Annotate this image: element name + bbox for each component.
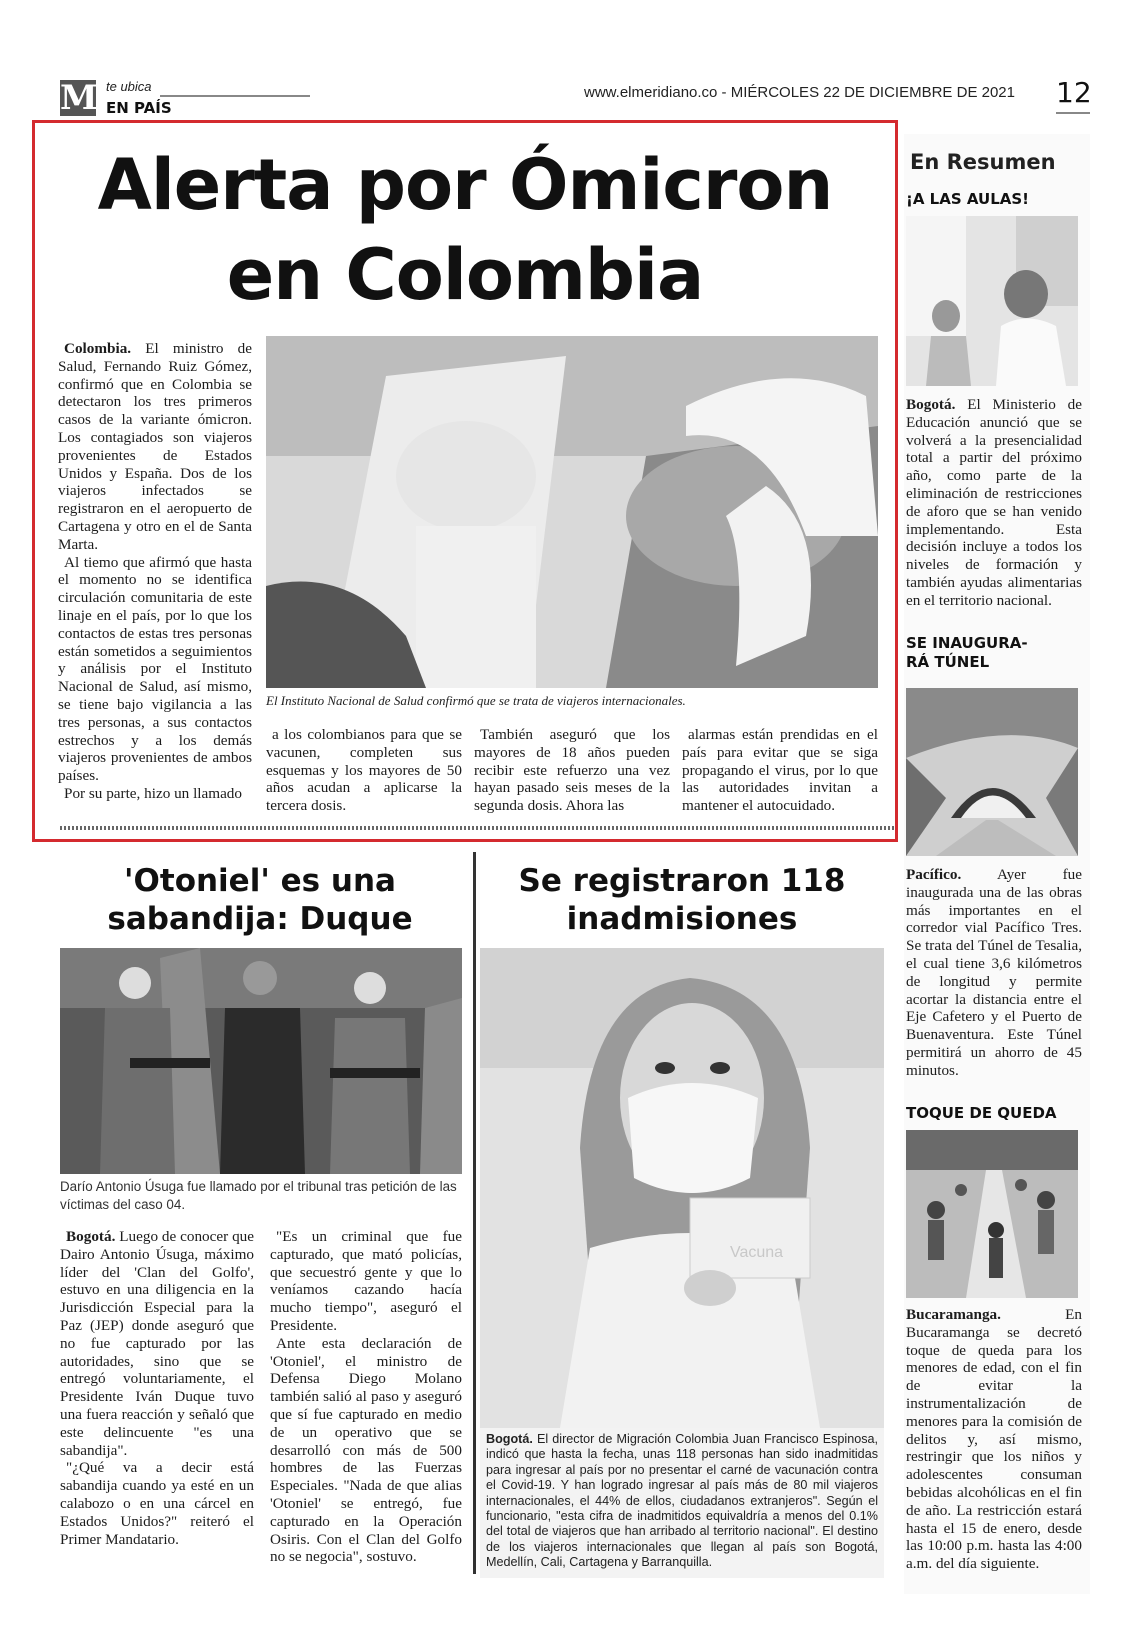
sidebar-title: En Resumen [910,150,1056,174]
main-story-column-1 [58,340,252,820]
sidebar-item1-heading: ¡A LAS AULAS! [906,190,1030,208]
vaccine-card-label: Vacuna [730,1244,784,1261]
otoniel-dateline: Bogotá. [66,1228,116,1245]
sidebar-item1-lead: Bogotá. [906,396,956,413]
sidebar-item2-heading-line2: RÁ TÚNEL [906,653,990,671]
sidebar-item2-heading [906,634,1028,672]
main-story-column-3 [474,726,670,822]
sidebar-item3-heading: TOQUE DE QUEDA [906,1104,1057,1122]
sidebar-item3-lead: Bucaramanga. [906,1306,1001,1323]
otoniel-headline [58,862,462,938]
main-story-bottom-rule [60,826,894,830]
main-headline-line2: en Colombia [226,234,704,316]
sidebar-item2-body: Ayer fue inaugurada una de las obras más importantes en el corredor vial Pacífico Tres. Se trata del Túnel de Tesalia, el cual tiene 3,6 kilómetros de longitud y permite acortar la distancia entre el Eje Cafetero y el Puerto de Buenaventura. Este Túnel permitirá un ahorro de 45 minutos. [906,866,1082,1079]
sidebar-item2-text [906,866,1082,1080]
main-story-column-4 [682,726,878,822]
otoniel-headline-line1: 'Otoniel' es una [124,863,396,899]
header-kicker: te ubica [106,79,152,94]
otoniel-paragraph-3: "Es un criminal que fue capturado, que mató policías, que secuestró gente y que lo veníamos cazando hacía mucho tiempo", aseguró el Presidente. [270,1228,462,1334]
tunnel-illustration [906,688,1078,856]
main-headline-line1: Alerta por Ómicron [97,144,833,226]
otoniel-photo [60,948,462,1174]
inadmisiones-headline [480,862,884,938]
sidebar-classroom-photo [906,216,1078,386]
otoniel-paragraph-1: Luego de conocer que Dairo Antonio Úsuga, máximo líder del 'Clan del Golfo', estuvo en una diligencia en la Jurisdicción Especial para la Paz (JEP) donde aseguró que no fue capturado por las autoridades, sino que se entregó voluntariamente, el Presidente Iván Duque tuvo una fuera reacción y señaló que este delincuente "es una sabandija". [60,1228,254,1459]
main-headline [36,140,894,320]
nasal-swab-illustration [266,336,878,688]
page-number-rule [1056,112,1090,114]
sidebar-item2-heading-line1: SE INAUGURA- [906,634,1028,652]
sidebar-tunnel-photo [906,688,1078,856]
street-crowd-illustration [906,1130,1078,1298]
sidebar-street-photo [906,1130,1078,1298]
dateline: www.elmeridiano.co - MIÉRCOLES 22 DE DICIEMBRE DE 2021 [584,84,1015,101]
main-photo-caption: El Instituto Nacional de Salud confirmó que se trata de viajeros internacionales. [266,693,686,708]
main-story-paragraph-4: a los colombianos para que se vacunen, completen sus esquemas y los mayores de 50 años acudan a aplicarse la tercera dosis. [266,726,462,815]
inadmisiones-dateline: Bogotá. [486,1432,533,1446]
section-label: EN PAÍS [106,99,172,117]
main-story-dateline: Colombia. [64,340,132,357]
main-story-paragraph-5: También aseguró que los mayores de 18 años pueden recibir este refuerzo una vez hayan pasado seis meses de la segunda dosis. Ahora las [474,726,670,815]
captured-man-with-soldiers-illustration [60,948,462,1174]
woman-with-mask-illustration [480,948,884,1428]
otoniel-headline-line2: sabandija: Duque [107,901,413,937]
main-story-paragraph-2: Al tiemo que afirmó que hasta el momento no se identifica circulación comunitaria de este linaje en el país, por lo que los contactos de estas tres personas están sometidos a seguimientos y análisis por el Instituto Nacional de Salud, así mismo, se tiene bajo vigilancia a las tres personas, a sus contactos estrechos y a los demás viajeros provenientes de ambos países. [58,553,252,785]
page-number: 12 [1056,76,1092,109]
header-rule [160,95,310,97]
otoniel-paragraph-4: Ante esta declaración de 'Otoniel', el ministro de Defensa Diego Molano también salió al paso y aseguró que sí fue capturado en medio de un operativo que se desarrolló con más de 500 hombres de las Fuerzas Especiales. "Nada de que alias 'Otoniel' se entregó, fue capturado en la Operación Osiris. Con el Clan del Golfo no se negocia", sostuvo. [270,1334,462,1566]
main-story-paragraph-6: alarmas están prendidas en el país para evitar que se siga propagando el virus, por lo que las autoridades invitan a mantener el autocuidado. [682,726,878,815]
sidebar-item3-body: En Bucaramanga se decretó toque de queda para los menores de edad, con el fin de evitar la instrumentalización de menores para la comisión de delitos y, así mismo, restringir que los niños y adolescentes consuman bebidas alcohólicas en el fin de año. La restricción estará hasta el 15 de enero, desde las 10:00 p.m. hasta las 4:00 a.m. del día siguiente. [906,1306,1082,1573]
sidebar-item3-text [906,1306,1082,1573]
inadmisiones-photo [480,948,884,1428]
inadmisiones-headline-line1: Se registraron 118 [518,863,846,899]
inadmisiones-headline-line2: inadmisiones [566,901,798,937]
sidebar-item1-body: El Ministerio de Educación anunció que se volverá a la presencialidad total a partir del próximo año, como parte de la eliminación de restricciones de aforo que se han venido implementando. Esta decisión incluye a todos los niveles de formación y también ayudas alimentarias en el territorio nacional. [906,396,1082,609]
otoniel-paragraph-2: "¿Qué va a decir está sabandija cuando ya esté en un calabozo o en una cárcel en Estados Unidos?" reiteró el Primer Mandatario. [60,1459,254,1548]
inadmisiones-caption [480,1428,884,1578]
main-story-photo [266,336,878,688]
main-story-paragraph-1: El ministro de Salud, Fernando Ruiz Gómez, confirmó que en Colombia se detectaron los tres primeros casos de la variante ómicron. Los contagiados son viajeros provenientes de Estados Unidos y España. Dos de los viajeros infectados se registraron en el aeropuerto de Cartagena y otro en el de Santa Marta. [58,340,252,553]
sidebar-item1-text [906,396,1082,610]
otoniel-column-2 [270,1228,462,1576]
otoniel-photo-caption: Darío Antonio Úsuga fue llamado por el tribunal tras petición de las víctimas del caso 04. [60,1179,457,1212]
main-story-column-2 [266,726,462,822]
sidebar-item2-lead: Pacífico. [906,866,962,883]
newspaper-logo: M [60,78,98,118]
classroom-illustration [906,216,1078,386]
inadmisiones-caption-text: El director de Migración Colombia Juan Francisco Espinosa, indicó que hasta la fecha, unas 118 personas han sido inadmitidas para ingresar al país por no presentar el carné de vacunación contra el Covid-19. Y han logrado ingresar al país más de 80 mil viajeros internacionales, el 44% de ellos, ciudadanos extranjeros". Según el funcionario, "esta cifra de inadmitidos equivaldría a menos del 0.1% del total de viajeros que han arribado al territorio nacional". El destino de los viajeros internacionales que llegan al país son Bogotá, Medellín, Cali, Cartagena y Barranquilla. [486,1432,878,1570]
otoniel-column-1 [60,1228,254,1576]
main-story-paragraph-3: Por su parte, hizo un llamado [64,784,242,802]
column-divider [473,852,476,1574]
